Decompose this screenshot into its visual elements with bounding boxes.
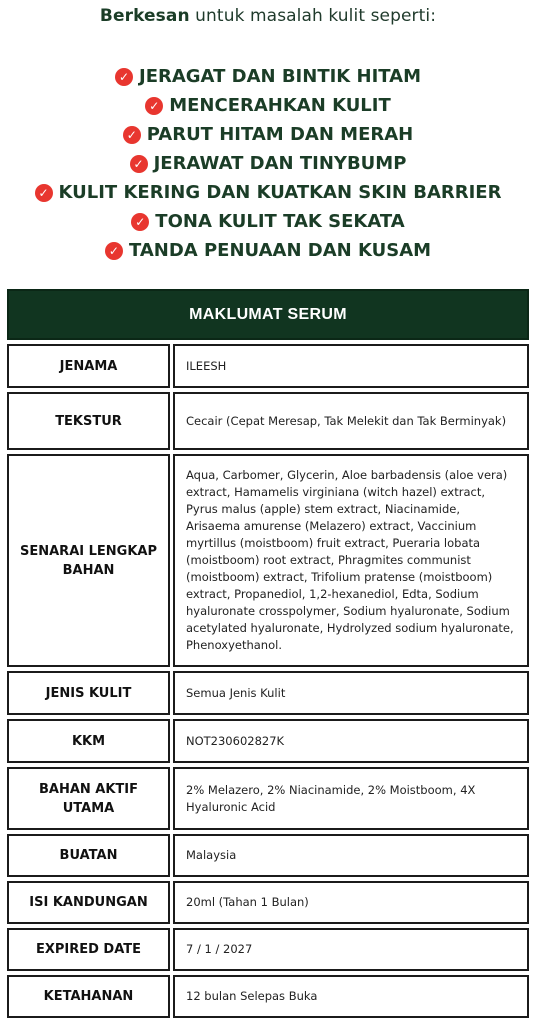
row-label-kkm: KKM: [7, 719, 170, 763]
benefit-label: JERAGAT DAN BINTIK HITAM: [139, 66, 421, 87]
table-row: [7, 454, 529, 667]
benefit-item: [0, 207, 536, 236]
table-row: [7, 671, 529, 715]
row-label-senarai-bahan: SENARAI LENGKAP BAHAN: [7, 454, 170, 667]
check-circle-icon: ✓: [145, 97, 163, 115]
row-value-tekstur: Cecair (Cepat Meresap, Tak Melekit dan Tak Berminyak): [173, 392, 529, 450]
benefit-item: [0, 178, 536, 207]
row-value-kkm: NOT230602827K: [173, 719, 529, 763]
check-circle-icon: ✓: [123, 126, 141, 144]
row-value-ketahanan: 12 bulan Selepas Buka: [173, 975, 529, 1018]
row-label-expired-date: EXPIRED DATE: [7, 928, 170, 971]
check-circle-icon: ✓: [105, 242, 123, 260]
row-label-isi-kandungan: ISI KANDUNGAN: [7, 881, 170, 924]
benefit-item: [0, 120, 536, 149]
table-row: [7, 767, 529, 830]
row-value-jenis-kulit: Semua Jenis Kulit: [173, 671, 529, 715]
table-row: [7, 928, 529, 971]
benefit-label: JERAWAT DAN TINYBUMP: [153, 153, 407, 174]
benefit-item: [0, 149, 536, 178]
table-row: [7, 344, 529, 388]
benefit-label: TANDA PENUAAN DAN KUSAM: [128, 240, 432, 261]
intro-bold: Berkesan: [99, 6, 190, 26]
table-row: [7, 975, 529, 1018]
benefit-label: KULIT KERING DAN KUATKAN SKIN BARRIER: [58, 182, 502, 203]
check-circle-icon: ✓: [35, 184, 53, 202]
table-row: [7, 719, 529, 763]
row-value-senarai-bahan: Aqua, Carbomer, Glycerin, Aloe barbadensis (aloe vera) extract, Hamamelis virginiana (witch hazel) extract, Pyrus malus (apple) stem extract, Niacinamide, Arisaema amurense (Melazero) extract, Vaccinium myrtillus (moistboom) fruit extract, Pueraria lobata (moistboom) root extract, Phragmites communist (moistboom) extract, Trifolium pratense (moistboom) extract, Propanediol, 1,2-hexanediol, Edta, Sodium hyaluronate crosspolymer, Sodium hyaluronate, Sodium acetylated hyaluronate, Hydrolyzed sodium hyaluronate, Phenoxyethanol.: [173, 454, 529, 667]
row-label-tekstur: TEKSTUR: [7, 392, 170, 450]
table-row: [7, 881, 529, 924]
benefit-label: PARUT HITAM DAN MERAH: [146, 124, 414, 145]
row-label-buatan: BUATAN: [7, 834, 170, 877]
table-title: MAKLUMAT SERUM: [7, 289, 529, 340]
row-value-isi-kandungan: 20ml (Tahan 1 Bulan): [173, 881, 529, 924]
benefit-label: TONA KULIT TAK SEKATA: [155, 211, 405, 232]
row-label-jenama: JENAMA: [7, 344, 170, 388]
row-label-ketahanan: KETAHANAN: [7, 975, 170, 1018]
benefit-item: [0, 236, 536, 265]
check-circle-icon: ✓: [130, 155, 148, 173]
intro-text: untuk masalah kulit seperti:: [189, 6, 437, 26]
row-value-jenama: ILEESH: [173, 344, 529, 388]
row-value-expired-date: 7 / 1 / 2027: [173, 928, 529, 971]
table-row: [7, 834, 529, 877]
benefit-item: [0, 62, 536, 91]
row-value-bahan-aktif: 2% Melazero, 2% Niacinamide, 2% Moistboom, 4X Hyaluronic Acid: [173, 767, 529, 830]
check-circle-icon: ✓: [115, 68, 133, 86]
check-circle-icon: ✓: [131, 213, 149, 231]
row-value-buatan: Malaysia: [173, 834, 529, 877]
row-label-bahan-aktif: BAHAN AKTIF UTAMA: [7, 767, 170, 830]
table-row: [7, 392, 529, 450]
serum-info-table: [7, 289, 529, 1018]
benefit-item: [0, 91, 536, 120]
intro-heading: [0, 6, 536, 26]
benefit-list: [0, 62, 536, 265]
row-label-jenis-kulit: JENIS KULIT: [7, 671, 170, 715]
benefit-label: MENCERAHKAN KULIT: [169, 95, 391, 116]
